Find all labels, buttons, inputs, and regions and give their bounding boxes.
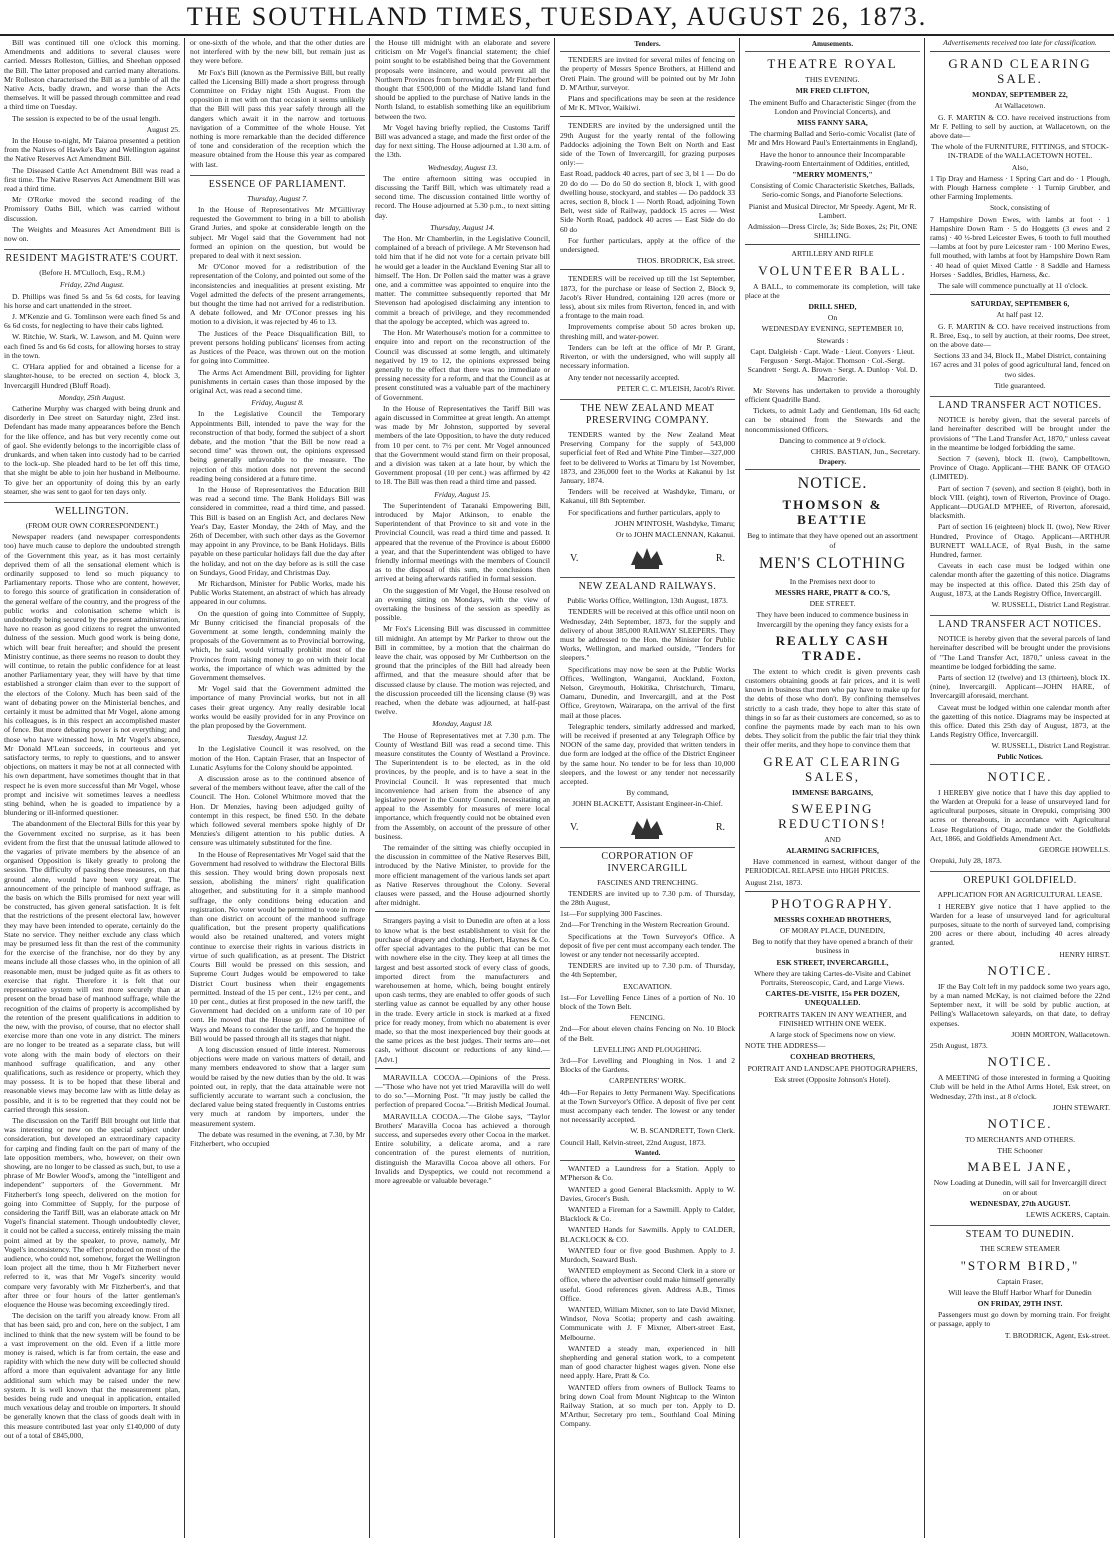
tender-ad: For further particulars, apply at the office of the undersigned. (560, 235, 735, 255)
section-subheading: FASCINES AND TRENCHING. (597, 877, 698, 887)
article-paragraph: Newspaper readers (and newspaper correspondents too) have much cause to deplore the undoubted strength of the Government this year, as it has most certainly deprived them of all the sensational element which is ordinarily supposed to lend so much piquancy to Parliamentary reports. Those who are content, however, to forego this source of gratification in consideration of the general welfare of the country, and the progress of the public works and colonisation scheme which is undoubtedly being secured by the present administration, have no reason as good citizens to regret the unwonted dulness of the session. Much good work is being done, which will bear fruit hereafter; and should the present Ministry continue, as there seems no reason to doubt they will continue, to retain the public confidence for at least another Parliamentary year, they will have by that time established a stronger claim than ever to the support of the electors of the Colony. Much has been said of the want of debating power on the Ministerial benches, and certainly it must be admitted that Mr Vogel, alone among his colleagues, is in this respect an accomplished master of fence. But more debating power is not everything; and those who have witnessed how, in Mr Vogel's absence, Mr Donald M'Lean succeeds, in courteous and yet satisfactory terms, to reply to questions, and to answer objections, on matters it may be not at all connected with his own department, have sometimes thought that in that respect he is even more successful than Mr Vogel, whose prompt and incisive wit sometimes leaves a needless sting behind, when he is goaded to impatience by a blundering or ill-informed questioner. (4, 532, 180, 818)
dateline: 25th August, 1873. (930, 1041, 988, 1051)
tender-subheading: CARPENTERS' WORK. (609, 1076, 686, 1086)
column-4 (556, 38, 740, 1538)
ad-line: They have been induced to commence business in Invercargill by the opening they fancy exists for a (756, 610, 909, 629)
ad-line: Also, (1011, 162, 1029, 172)
royal-crest (570, 545, 725, 571)
section-subheading: (Before H. M'Culloch, Esq., R.M.) (39, 268, 145, 278)
ad-line: Pianist and Musical Director, Mr Speedy. Agent, Mr R. Lambert. (748, 201, 917, 220)
ad-headline: TO MERCHANTS AND OTHERS. (965, 1135, 1075, 1145)
notice-title: NOTICE. (987, 768, 1053, 784)
ad-line: In the Premises next door to (789, 576, 876, 586)
article-paragraph: In the House of Representatives the Education Bill was read a second time. The Bank Holidays Bill was considered in committee, read a third time, and passed. This Bill is based on an English Act, and declares New Year's Day, Easter Monday, the 24th of May, and the 26th of December, with such other days as the Governor may appoint in any Province, to be Bank Holidays. Bills payable on these particular holidays fall due the day after the holiday, and not on the day before as is still the case on Sundays, Good Friday, and Christmas Day. (190, 484, 365, 577)
tender-ad: Plans and specifications may be seen at the residence of Mr K. M'Ivor, Waikiwi. (560, 94, 735, 113)
tender-list: East Road, paddock 40 acres, part of sec 3, bl 1 — Do do 20 do do — Do do 50 do section 8, block 1, with good dwelling house, stockyard, and stables — Do paddock 33 acres, section 8, block 1 — North Road, adjoining Town Belt, west side of Railway, paddock 15 acres — West Side North Road, paddock 40 acres — East Side do do 60 do (560, 169, 735, 234)
article-paragraph: Mr Fox's Bill (known as the Permissive Bill, but really called the Licensing Bill) made a short progress through Committee on Friday night 15th August. From the opposition it met with on that occasion it seems unlikely that the Bill will pass this year safely through all the dangers which await it in the narrow and tortuous navigation of a Committee of the whole House. Yet nothing is more remarkable than the decided difference of tone and consideration of the reception which the measure obtained from the House this year as compared with last. (190, 67, 365, 169)
ad-headline: GREAT CLEARING SALES, (763, 753, 902, 784)
ad-line: Beg to notify that they have opened a branch of their business in (752, 937, 913, 956)
tender-ad: TENDERS will be received up till the 1st September, 1873, for the purchase or lease of Section 2, Block 9, Jacob's River Hundred, containing 120 acres (more or less), about six miles from Riverton, fenced in, and with a frontage to the main road. (560, 274, 735, 321)
article-paragraph: The Arms Act Amendment Bill, providing for lighter punishments in certain cases than those imposed by the original Act, was read a second time. (190, 367, 365, 395)
legal-notice: NOTICE is hereby given that the several parcels of land hereinafter described will be brought under the provisions of "The Land Transfer Act, 1870," unless caveat in the meantime be lodged forbidding the same. (930, 634, 1110, 671)
article-paragraph: the House till midnight with an elaborate and severe criticism on Mr Vogel's financial statement; the chief point sought to be established being that the Government proposals were insincere, and would prevent all the Northern Provinces from borrowing at all. Mr Fitzherbert thought that £500,000 of the Middle Island land fund should be applied to the purchase of Native lands in the North Island, to establish something like an equilibrium between the two. (375, 38, 550, 121)
section-heading: Advertisements received too late for classification. (943, 38, 1097, 47)
tender-subheading: LEVELLING AND PLOUGHING. (593, 1044, 702, 1054)
article-paragraph: In the Legislative Council the Temporary Appointments Bill, intended to pave the way for the reconstruction of that body, formed the subject of a short debate, and the motion "that the Bill be now read a second time" was thrown out, the opinions expressed being generally unfavorable to the measure. The rejection of this motion does not prevent the second reading being considered at a future time. (190, 409, 365, 483)
crest-letter-r: R. (715, 552, 725, 564)
ad-line: Passengers must go down by morning train. For freight or passage, apply to (930, 1310, 1110, 1329)
article-paragraph: In the House of Representatives Mr Vogel said that the Government had resolved to withdraw the Electoral Bills this session. They would bring down proposals next session, abolishing the miners' right qualification altogether, and substituting for it a simple manhood suffrage, the only conditions being education and registration. No voter would be permitted to vote in more than one district on account of the manhood suffrage qualification, but the present property qualifications would also be retained unaltered, and voters might continue to exercise their rights in various districts in virtue of such qualification, as at present. The District Courts Bill would be pressed on this session, and Supreme Court Judges would be empowered to take District Court business when their engagements permitted. Instead of the 15 per cent., 12½ per cent., and 10 per cent., duties at first proposed in the new tariff, the Government had decided on a uniform rate of 10 per cent. He moved that the House go into Committee of Ways and Means to consider the tariff, and he hoped the Bill would be passed through all its stages that night. (190, 849, 365, 1043)
ad-line: Title guaranteed. (994, 380, 1046, 390)
section-heading: RESIDENT MAGISTRATE'S COURT. (4, 249, 180, 265)
tender-ad: TENDERS will be received at this office until noon on Wednesday, 24th September, 1873, for the supply and delivery of about 385,000 RAILWAY SLEEPERS. They must be addressed to the Hon. the Minister for Public Works, Wellington, and marked outside, "Tenders for sleepers." (560, 607, 735, 663)
legal-notice: Caveat must be lodged within one calendar month after the gazetting of this notice. Diagrams may be inspected at this office. Dated this 25th day of August, 1873, at the Lands Registry Office, Invercargill. (930, 702, 1110, 740)
signature: W. B. SCANDRETT, Town Clerk. (630, 1126, 735, 1136)
signature: W. RUSSELL, District Land Registrar. (991, 599, 1110, 609)
dateline: Friday, August 15. (434, 489, 491, 499)
section-heading: STEAM TO DUNEDIN. (930, 1225, 1110, 1241)
ship-name: MABEL JANE, (967, 1159, 1073, 1175)
article-paragraph: The entire afternoon sitting was occupied in discussing the Tariff Bill, which was ultimately read a second time. The discussion contained little worthy of record. The House adjourned at 5.30 p.m., to next sitting day. (375, 173, 550, 220)
tender-ad: Specifications may now be seen at the Public Works Offices, Wellington, Wanganui, Auckland, Foxton, Nelson, Greymouth, Hokitika, Christchurch, Timaru, Oamaru, Dunedin, and Invercargill, and at the Post Office, Greytown, Wairarapa, on the arrival of the first mail at those places. (560, 664, 735, 720)
article-paragraph: Bill was continued till one o'clock this morning. Amendments and additions to several clauses were carried. Messrs Rolleston, Gillies, and Sheehan opposed the Bill. The latter proposed and carried many alterations. Mr Rolleston characterised the Bill as a jumble of all the Native Acts, badly drawn, and worse than the Acts themselves. It will be passed through committee and read a third time on Tuesday. (4, 38, 180, 112)
ad-line: AND (824, 834, 841, 844)
signature: T. BRODRICK, Agent, Esk-street. (1004, 1330, 1110, 1340)
ad-headline: SATURDAY, SEPTEMBER 6, (970, 299, 1070, 309)
ad-headline: REALLY CASH TRADE. (775, 632, 890, 663)
ad-line: ESK STREET, INVERCARGILL, (776, 957, 889, 967)
signature: LEWIS ACKERS, Captain. (1026, 1210, 1110, 1220)
ad-line: The sale will commence punctually at 11 o'clock. (938, 281, 1088, 291)
article-paragraph: In the Legislative Council it was resolved, on the motion of the Hon. Captain Fraser, that an Inspector of Lunatic Asylums for the Colony should be appointed. (190, 744, 365, 772)
ad-line: OF MORAY PLACE, DUNEDIN, (779, 925, 886, 935)
address: Council Hall, Kelvin-street, 22nd August, 1873. (560, 1137, 706, 1147)
tender-ad: Tenders can be left at the office of Mr P. Grant, Riverton, or with the undersigned, who will supply all necessary information. (560, 342, 735, 371)
section-subheading: (FROM OUR OWN CORRESPONDENT.) (25, 520, 159, 530)
legal-notice: Part of section 16 (eighteen) block II. (two), New River Hundred, Province of Otago. Applicant—ARTHUR BURNETT WALLACE, of Ryal Bush, in the same Hundred, farmer. (930, 522, 1110, 559)
wanted-ad: WANTED a Laundress for a Station. Apply to M'Pherson & Co. (560, 1164, 735, 1183)
ad-line: Sections 33 and 34, Block II., Mabel District, containing 167 acres and 31 poles of good agricultural land, fenced on two sides. (930, 351, 1110, 379)
ad-line: Mr Stevens has undertaken to provide a thoroughly efficient Quadrille Band. (745, 385, 920, 404)
wanted-ad: WANTED four or five good Bushmen. Apply to J. Murdoch, Seaward Bush. (560, 1245, 735, 1264)
article-paragraph: or one-sixth of the whole, and that the other duties are not interfered with by the new bill, but remain just as they were before. (190, 38, 365, 66)
performer-name: MR FRED CLIFTON, (795, 86, 870, 96)
signature: Or to JOHN MACLENNAN, Kakanui. (616, 529, 735, 539)
section-subheading: APPLICATION FOR AN AGRICULTURAL LEASE. (937, 890, 1103, 900)
ad-headline: IMMENSE BARGAINS, (791, 787, 873, 797)
article-paragraph: The Diseased Cattle Act Amendment Bill was read a first time. The Native Reserves Act Amendment Bill was read a third time. (4, 165, 180, 194)
ship-name: "STORM BIRD," (960, 1257, 1080, 1273)
section-heading: LAND TRANSFER ACT NOTICES. (930, 396, 1110, 412)
ad-line: A BALL, to commemorate its completion, will take place at the (745, 281, 920, 300)
divider (745, 244, 920, 245)
article-paragraph: The Superintendent of Taranaki Empowering Bill, introduced by Major Atkinson, to enable the Superintendent of that Province to sit and vote in the Provincial Council, was read a third time and passed. It appeared that the revenue of the Province is about £6000 a year, and that the Superintendent was obliged to have friendly informal meetings with the members of Council as to the disposal of this sum, the conclusions then arrived at being afterwards ratified in formal session. (375, 500, 550, 584)
ad-line: Stewards : (816, 335, 849, 345)
legal-notice: IF the Bay Colt left in my paddock some two years ago, by a man named McKay, is not claimed before the 22nd September next, it will be sold by public auction, at Pelling's Wallacetown saleyards, on that date, to defray expenses. (930, 981, 1110, 1028)
tender-ad: TENDERS are invited up to 7.30 p.m. of Thursday, the 28th August, (560, 888, 735, 908)
ad-line: THIS EVENING. (805, 75, 860, 85)
wanted-ad: WANTED a good General Blacksmith. Apply to W. Davies, Grocer's Bush. (560, 1184, 735, 1203)
wanted-ad: WANTED employment as Second Clerk in a store or office, where the advertiser could make himself generally useful. Good references given. Address A.B., Times Office. (560, 1266, 735, 1303)
ad-line: THE Schooner (997, 1146, 1043, 1156)
ad-headline: SWEEPING REDUCTIONS! (778, 800, 887, 831)
court-item: J. M'Kenzie and G. Tomlinson were each fined 5s and 6s 6d costs, for neglecting to have their cabs lighted. (4, 312, 180, 331)
wanted-ad: WANTED offers from owners of Bullock Teams to bring down Coal from Mount Nightcap to the Winton Railway Station, at so much per ton. Apply to D. M'Arthur, Secretary pro tem., Southland Coal Mining Company. (560, 1382, 735, 1429)
section-heading: Drapery. (745, 458, 920, 470)
section-heading: Tenders. (560, 40, 735, 52)
signature: JOHN STEWART. (1052, 1102, 1110, 1112)
notice-title: NOTICE. (797, 475, 868, 493)
tender-item: 1st—For supplying 300 Fascines. (560, 909, 663, 919)
ad-line: PORTRAITS TAKEN IN ANY WEATHER, and FINISHED WITHIN ONE WEEK. (758, 1009, 907, 1028)
tender-ad: TENDERS are invited up to 7.30 p.m. of Thursday, the 4th September, (560, 961, 735, 980)
ad-line: The charming Ballad and Serio-comic Vocalist (late of Mr and Mrs Howard Paul's Entertainments in England), (747, 129, 918, 148)
ad-line: PORTRAIT AND LANDSCAPE PHOTOGRAPHERS, (747, 1063, 918, 1073)
ad-line: Captain Fraser, (996, 1276, 1044, 1286)
divider (930, 294, 1110, 295)
dateline: Monday, 25th August. (58, 392, 126, 402)
section-heading: ESSENCE OF PARLIAMENT. (190, 175, 365, 191)
tender-ad: Any tender not necessarily accepted. (568, 372, 680, 382)
dateline: Orepuki, July 28, 1873. (930, 856, 1002, 866)
ad-line: Stock, consisting of (989, 203, 1051, 213)
royal-arms-icon (627, 545, 667, 571)
ad-line: Tickets, to admit Lady and Gentleman, 10s 6d each; can be obtained from the Stewards and the noncommissioned Officers. (745, 406, 920, 434)
article-paragraph: The decision on the tariff you already know. From all that has been said, pro and con, here on the subject, I am inclined to think that the new system will be found to be a vast improvement on the old. Even if a little more money is raised, which is far from certain, the ease and rapidity with which the new duty will be collected should afford a more than equivalent advantage for any little additional sum which may be raised under the new system. It is well known that the measurement plan, besides being rude and unequal in application, entailed much vexatious delay and trouble on importers. It should be generally known that the class of goods dealt with in this measure contributed last year only £140,000 of duty out of a total of £845,000, (4, 1311, 180, 1440)
dateline: Friday, August 8. (251, 398, 304, 408)
ad-line: ARTILLERY AND RIFLE (791, 249, 874, 259)
tender-item: 2nd—For about eleven chains Fencing on No. 10 Block of the Belt. (560, 1024, 735, 1043)
ad-line: The extent to which credit is given prevents cash customers obtaining goods at fair prices, and it is well known in business that men who pay have to make up for the debts of those who don't. By confining themselves strictly to a cash trade, they hope to alter this state of things in so far as their customers are concerned, so as to confine the payments made by each man to his own debts. They solicit from the public the fair trial they think their offer merits, and they hope to convince them that (745, 666, 920, 750)
ad-line: DEE STREET. (809, 599, 856, 609)
ad-headline: PHOTOGRAPHY. (771, 895, 894, 911)
article-paragraph: The Hon. Mr Chamberlin, in the Legislative Council, complained of a breach of privilege. A Mr Stevenson had told him that if he did not vote for a certain private bill he would get a leader in the Auckland Evening Star all to himself. The Hon. Dr Pollen said the matter was a grave one, and a committee was appointed to enquire into the matter. The committee subsequently reported that Mr Stevenson had apologised disclaiming any intention to commit a breach of privilege, and they recommended that the apology be accepted, which was agreed to. (375, 234, 550, 326)
signature: W. RUSSELL, District Land Registrar. (991, 741, 1110, 751)
article-paragraph: The abandonment of the Electoral Bills for this year by the Government excited no surprise, as it has been evident from the first that the unusual latitude allowed to the vagaries of private members by the absence of an organised Opposition is likely greatly to prolong the session. The difficulty of passing these measures, on that ground alone, would have been very great. The announcement of the principle of manhood suffrage, as the basis on which the Bills promised for next year will be constructed, has given general satisfaction. It is felt that the restrictions of the present electoral law, however they may have been intended to operate, certainly do the State no service. They neither exclude any class which may be presumed less fit than the rest of the community for the exercise of the franchise, nor do they by any means include all those classes who, in the opinion of all reasonable men, must be judged quite as fit as others to exercise that right. Therefore it is felt that our representative system will rest more securely than at present on the broad base of manhood suffrage, while the recognition of the claims of property is accomplished by the retention of the present qualifications in addition to the new, with the proviso, of course, that no elector shall exercise more than one vote in any district. The miners are no longer to be treated as a separate class, but will vote along with the main body of electors on their manhood suffrage qualification, and any other qualifications, such as residence or property, which they may possess. It is to be hoped that these liberal and reasonable views may become law with as little delay as possible, and it is to be regretted that they could not be carried through this session. (4, 819, 180, 1114)
article-paragraph: The Justices of the Peace Disqualification Bill, to prevent persons holding publicans' licenses from acting as Justices of the Peace, was thrown out on the motion for going into Committee. (190, 328, 365, 366)
advertisement-text: MARAVILLA COCOA.—Opinions of the Press.—"Those who have not yet tried Maravilla will do well to do so."—Morning Post. "It may justly be called the perfection of prepared Cocoa."—British Medical Journal. (375, 1072, 550, 1110)
column-1 (0, 38, 185, 1538)
royal-arms-icon (627, 815, 667, 841)
article-paragraph: The discussion on the Tariff Bill brought out little that was interesting or new on the special subject under consideration, but developed an extraordinary capacity for carping and finding fault on the part of many of the late opposition members, who, however, on their own showing, are no longer to be classed as such, but, to use a phrase of Mr Bowler Wood's, among the "intelligent and independent" supporters of the Government. Mr Fitzherbert's long speech, delivered on the motion for going into Committee of Supply, for the purpose of considering the Tariff Bill, was an elaborate attack on Mr Vogel's financial statement. Though undoubtedly clever, it could not be called a success, entirely missing the main point aimed at by the speaker, to prove, namely, Mr Vogel's inconsistency. The effect produced on most of the audience, who could not, somehow, forget the Wellington loan project all the time, thou h Mr Fitzherbert never referred to it, was that Mr Vogel's sincerity would compare very favorably with Mr Fitzherbert's, and that after three or four hours of the latter gentleman's eloquence the House was becoming exceedingly tired. (4, 1115, 180, 1309)
tender-ad: For specifications and further particulars, apply to (568, 507, 721, 517)
column-5 (741, 38, 925, 1538)
signature: JOHN MORTON, Wallacetown. (1011, 1029, 1110, 1039)
ad-line: Have commenced in earnest, without danger of the PERIODICAL RELAPSE into HIGH PRICES. (745, 857, 920, 876)
ad-line: WEDNESDAY, 27th AUGUST. (969, 1198, 1071, 1208)
ad-line: At Wallacetown. (994, 101, 1046, 111)
ad-headline: GRAND CLEARING SALE. (948, 56, 1092, 87)
ad-line: Dancing to commence at 9 o'clock. (779, 435, 886, 445)
advertisement-text: MARAVILLA COCOA.—The Globe says, "Taylor Brothers' Maravilla Cocoa has achieved a thorough success, and supersedes every other Cocoa in the market. Entire solubility, a delicate aroma, and a rare concentration of the purest elements of nutrition, distinguish the Maravilla Cocoa above all others. For Invalids and Dyspeptics, we could not recommend a more agreeable or valuable beverage." (375, 1111, 550, 1185)
ad-line: At half past 12. (996, 310, 1044, 320)
ad-line: Consisting of Comic Characteristic Sketches, Ballads, Serio-comic Songs, and Pianoforte Selections. (750, 181, 915, 200)
ad-line: MONDAY, SEPTEMBER 22, (972, 90, 1068, 100)
ad-headline: ALARMING SACRIFICES, (786, 845, 879, 855)
tender-item: 3rd—For Levelling and Ploughing in Nos. 1 and 2 Blocks of the Gardens. (560, 1056, 735, 1075)
divider (745, 891, 920, 892)
tender-ad: TENDERS are invited for several miles of fencing on the property of Messrs Spence Brothers, at Hillend and Oreti Plain. The ground will be pointed out by Mr John D. M'Arthur, surveyor. (560, 55, 735, 92)
ad-line: On (827, 313, 838, 323)
tender-ad: TENDERS are invited by the undersigned until the 29th August for the yearly rental of the following Paddocks adjoining the Town Belt on North and East side of the Town of Invercargill, for grazing purposes only:— (560, 121, 735, 168)
column-2 (186, 38, 370, 1538)
article-paragraph: Mr O'Conor moved for a redistribution of the representation of the Colony, and pointed out some of the inconsistencies and inequalities at present existing. Mr Vogel admitted the defects of the present arrangements, but thought the time had not arrived for a redistribution. A debate followed, and Mr O'Conor presses ing his motion to a division, it was rejected by 46 to 13. (190, 262, 365, 327)
divider (560, 116, 735, 117)
tender-item: 4th—For Repairs to Jetty Permanent Way. Specifications at the Town Surveyor's Office. A deposit of five per cent must accompany each tender. The lowest or any tender not necessarily accepted. (560, 1087, 735, 1125)
divider (930, 51, 1110, 52)
tender-ad: Tenders will be received at Washdyke, Timaru, or Kakanui, till 8th September. (560, 487, 735, 506)
section-heading: CORPORATION OF INVERCARGILL (560, 847, 735, 875)
ad-line: MESSRS HARE, PRATT & CO.'S, (775, 587, 890, 597)
tender-ad: TENDERS wanted by the New Zealand Meat Preserving Company for the supply of 543,000 superficial feet of Red and White Pine Timber—327,000 feet to be delivered to Works at Timaru by 1st November, 1873, and 236,000 feet to the Works at Kakanui by 1st January, 1874. (560, 429, 735, 485)
signature: HENRY HIRST. (1059, 949, 1110, 959)
signature: By command, (626, 788, 669, 798)
court-item: C. O'Hara applied for and obtained a license for a slaughter-house, to be erected on section 4, block 3, Invercargill Hundred (Bluff Road). (4, 362, 180, 390)
notice-title: NOTICE. (987, 1116, 1053, 1132)
legal-notice: Section 7 (seven), block II. (two), Campbelltown, Province of Otago. Applicant—THE BANK OF OTAGO (LIMITED). (930, 453, 1110, 482)
legal-notice: NOTICE is hereby given, that the several parcels of land hereinafter described will be brought under the provisions of "The Land Transfer Act, 1870," unless caveat in the meantime be lodged forbidding the same. (930, 415, 1110, 452)
ad-line: Have the honor to announce their Incomparable Drawing-room Entertainment of Oddities, entitled, (755, 149, 910, 168)
section-heading: THE NEW ZEALAND MEAT PRESERVING COMPANY. (560, 399, 735, 427)
tender-item: 2nd—For Trenching in the Western Recreation Ground. (560, 920, 730, 930)
article-paragraph: A long discussion ensued of little interest. Numerous objections were made on various matters of detail, and many members endeavored to show that a larger sum would be raised by the new duties than by the old. It was pointed out, in reply, that the data attainable were not sufficiently accurate to warrant such a conclusion, the declared value being stated frequently in Customs entries very much at random by importers, under the measurement system. (190, 1044, 365, 1128)
performer-name: MISS FANNY SARA, (797, 118, 868, 128)
article-paragraph: The Hon. Mr Waterhouse's motion for a committee to enquire into and report on the reconstruction of the Council was discussed at some length, and ultimately negatived by 19 to 12, the opinions expressed being generally to the effect that there was no immediate or pressing necessity for a reform, and that the Council as at present constituted was a valuable part of the machinery of Government. (375, 328, 550, 402)
dateline: Friday, 22nd August. (60, 280, 124, 290)
crest-letter-r: R. (715, 822, 725, 833)
royal-crest (570, 815, 725, 841)
article-paragraph: In the House to-night, Mr Taiaroa presented a petition from the Natives of Hawke's Bay and Wellington against the Native Reserves Act Amendment Bill. (4, 136, 180, 164)
article-paragraph: Mr Fox's Licensing Bill was discussed in committee till midnight. An attempt by Mr Parker to throw out the Bill in committee, by a motion that the chairman do leave the chair, was opposed by Mr Cuthbertson on the ground that the principles of the Bill had already been affirmed, and that the measure should after that be discussed clause by clause. The motion was rejected, and the discussion proceeded till the licensing clause (9) was reached, when the debate was adjourned, at half-past twelve. (375, 624, 550, 717)
article-paragraph: On the suggestion of Mr Vogel, the House resolved on an evening sitting on Mondays, with the view of overtaking the business of the session as speedily as possible. (375, 585, 550, 623)
masthead-title: THE SOUTHLAND TIMES, TUESDAY, AUGUST 26, 1873. (186, 2, 928, 31)
ad-line: ON FRIDAY, 29TH INST. (977, 1298, 1063, 1308)
wanted-ad: WANTED a Fireman for a Sawmill. Apply to Calder, Blacklock & Co. (560, 1204, 735, 1224)
article-paragraph: In the House of Representatives Mr M'Gillivray requested the Government to bring in a bill to abolish Grand Juries, and spoke at considerable length on the subject. Mr Vogel said that the Government had not formed an opinion on the question, but would be prepared to deal with it next session. (190, 205, 365, 261)
signature: PETER C. C. M'LEISH, Jacob's River. (616, 383, 735, 393)
ad-line: G. F. MARTIN & CO. have received instructions from R. Bree, Esq., to sell by auction, at their rooms, Dee street, on the above date— (930, 321, 1110, 350)
ball-title: VOLUNTEER BALL. (758, 262, 907, 278)
masthead (0, 0, 1114, 36)
show-title: "MERRY MOMENTS," (792, 170, 873, 180)
dateline: Public Works Office, Wellington, 13th August, 1873. (567, 596, 728, 606)
signature: CHRIS. BASTIAN, Jun., Secretary. (810, 446, 920, 456)
ad-line: Esk street (Opposite Johnson's Hotel). (774, 1074, 891, 1084)
article-paragraph: The debate was resumed in the evening, at 7.30, by Mr Fitzherbert, who occupied (190, 1129, 365, 1148)
article-paragraph: Mr Vogel said that the Government admitted the importance of many Provincial works, but not in all cases their great urgency. Any really desirable local works would be easily provided for in any Province on the plan proposed by the Government. (190, 684, 365, 731)
article-paragraph: The Weights and Measures Act Amendment Bill is now on. (4, 224, 180, 244)
ad-line: The eminent Buffo and Characteristic Singer (from the London and Provincial Concerts), and (749, 97, 916, 116)
signature: THOS. BRODRICK, Esk street. (636, 256, 735, 266)
ad-line: THE SCREW STEAMER (979, 1244, 1061, 1254)
legal-notice: A MEETING of those interested in forming a Quoiting Club will be held in the Athol Arms Hotel, Esk street, on Wednesday, 27th inst., at 8 o'clock. (930, 1073, 1110, 1101)
signature: JOHN BLACKETT, Assistant Engineer-in-Chief. (572, 799, 723, 809)
article-paragraph: A discussion arose as to the continued absence of several of the members without leave, after the call of the Council. The Hon. Colonel Whitmore moved that the Hon. Dr Menzies, having been adjudged guilty of contempt in this respect, be fined £50. In the debate which followed several members spoke highly of Dr Menzies's diligent attention to his public duties. A censure was ultimately substituted for the fine. (190, 774, 365, 848)
article-paragraph: In the House of Representatives the Tariff Bill was again discussed in Committee at great length. An attempt was made by Mr Johnston, supported by several members of the late Opposition, to have the duty reduced from 10 per cent. to 7½ per cent. Mr Vogel announced that the Government would stand firm on their proposal, and a division was taken at a late hour, by which the Government proposal (10 per cent.) was affirmed by 42 to 18. The Bill was then read a third time and passed. (375, 403, 550, 487)
ad-line: Admission—Dress Circle, 3s; Side Boxes, 2s; Pit, ONE SHILLING. (747, 222, 918, 241)
notice-title: NOTICE. (987, 1054, 1053, 1070)
court-item: Catherine Murphy was charged with being drunk and disorderly in Dee street on Saturday night, 23rd inst. Defendant has made many appearances before the Bench for the like offence, and has but very recently come out of gaol. She evidently belongs to the incorrigible class of drunkards, and when taken into custody had to be carried to the lock-up. She pleaded hard to be let off this time, that she might be able to join her husband in Melbourne. To give her an opportunity of doing this by an early steamer, she was sent to gaol for ten days only. (4, 403, 180, 496)
column-6 (926, 38, 1114, 1538)
tender-subheading: EXCAVATION. (623, 981, 672, 991)
article-paragraph: Mr O'Rorke moved the second reading of the Promissory Oaths Bill, which was carried without discussion. (4, 195, 180, 223)
section-heading: LAND TRANSFER ACT NOTICES. (930, 615, 1110, 631)
article-paragraph: On the question of going into Committee of Supply, Mr Bunny criticised the financial proposals of the Government at some length, condemning mainly the proposals of the Government as to Provincial borrowing, which, he said, would virtually prohibit most of the Provinces from raising money to go on with their local works, the importance of which was admitted by the Government themselves. (190, 608, 365, 682)
legal-notice: I HEREBY give notice that I have this day applied to the Warden at Orepuki for a lease of unsurveyed land for agricultural purposes, situate in Orepuki, comprising 300 acres or thereabouts, in accordance with Agricultural Lease Regulations of Otago, made under the Goldfields Act, 1866, and Goldfields Amendment Act. (930, 787, 1110, 843)
ad-line: NOTE THE ADDRESS— (745, 1041, 826, 1051)
article-paragraph: Mr Richardson, Minister for Public Works, made his Public Works Statement, an abstract of which has already appeared in our columns. (190, 578, 365, 607)
legal-notice: Parts of section 12 (twelve) and 13 (thirteen), block IX. (nine), Invercargill. Applicant—JOHN HARE, of Invercargill aforesaid, merchant. (930, 672, 1110, 701)
dateline: Wednesday, August 13. (427, 162, 498, 172)
ad-line: Now Loading at Dunedin, will sail for Invercargill direct on or about (933, 1178, 1107, 1197)
section-heading: WELLINGTON. (4, 502, 180, 518)
ad-line: Where they are taking Cartes-de-Visite and Cabinet Portraits, Stereoscopic, Card, and Large Views. (754, 968, 911, 987)
tender-ad: Improvements comprise about 50 acres broken up, threshing mill, and water-power. (560, 322, 735, 341)
dateline: Tuesday, August 12. (247, 733, 308, 743)
court-item: D. Phillips was fined 5s and 5s 6d costs, for leaving his horse and cart unattended in the street. (4, 291, 180, 310)
dateline: Monday, August 18. (432, 719, 493, 729)
legal-notice: Part of section 7 (seven), and section 8 (eight), both in block VIII. (eight), town of Riverton, Province of Otago. Applicant—DUGALD M'PHEE, of Riverton, aforesaid, blacksmith. (930, 483, 1110, 521)
ad-line: The whole of the FURNITURE, FITTINGS, and STOCK-IN-TRADE of the WALLACETOWN HOTEL. (931, 142, 1109, 161)
dateline: August 25. (146, 124, 180, 134)
ad-headline: MEN'S CLOTHING (758, 554, 907, 572)
advertisement-text: Strangers paying a visit to Dunedin are often at a loss to know what is the best establishment to visit for the purchase of drapery and clothing. Herbert, Haynes & Co. offer special advantages to the public that can be met with nowhere else in the city. They keep at all times the largest and best assorted stock of every class of goods, imported direct from the manufacturers and warehousemen at home, which, being bought entirely upon cash terms, they are enabled to offer goods of such sterling value as cannot be equalled by any other house in the trade. Every article in stock is marked at a fixed price for ready money, from which no abatement is ever made, so that the most inexperienced buy their goods at the same prices as the best judges. Their terms are—net cash, without discount or reductions of any kind.—[Advt.] (375, 916, 550, 1064)
tender-ad: Specifications at the Town Surveyor's Office. A deposit of five per cent must accompany each tender. The lowest or any tender not necessarily accepted. (560, 931, 735, 960)
legal-notice: I HEREBY give notice that I have applied to the Warden for a lease of unsurveyed land for agricultural purposes, situate to the north of surveyed land, comprising 200 acres or there about, including 40 acres already granted. (930, 901, 1110, 948)
section-heading: OREPUKI GOLDFIELD. (930, 871, 1110, 887)
article-paragraph: The session is expected to be of the usual length. (12, 113, 161, 123)
firm-name: COXHEAD BROTHERS, (790, 1052, 875, 1062)
tender-ad: Telegraphic tenders, similarly addressed and marked, will be received if presented at any Telegraph Office by NOON of the same day, provided that written tenders in due form are lodged at the office of the District Engineer by the same hour. No tender to be for less than 10,000 sleepers, and the lowest or any tender not necessarily accepted. (560, 721, 735, 786)
ad-line: 1 Tip Dray and Harness · 1 Spring Cart and do · 1 Plough, with Plough Harness complete · 1 Turnip Grubber, and other Farming Implements. (930, 173, 1110, 202)
tender-item: 1st—For Levelling Fence Lines of a portion of No. 10 block of the Town Belt. (560, 992, 735, 1012)
divider (560, 269, 735, 270)
dateline: Thursday, August 14. (430, 222, 495, 232)
dateline: August 21st, 1873. (745, 877, 803, 887)
wanted-ad: WANTED Hands for Sawmills. Apply to CALDER, BLACKLOCK & CO. (560, 1225, 735, 1244)
crest-letter-v: V. (570, 822, 579, 833)
section-heading: Amusements. (745, 40, 920, 52)
ad-line: G. F. MARTIN & CO. have received instructions from Mr F. Pelling to sell by auction, at Wallacetown, on the above date— (930, 112, 1110, 141)
section-heading: Wanted. (560, 1149, 735, 1161)
crest-letter-v: V. (570, 552, 579, 564)
ad-line: Will leave the Bluff Harbor Wharf for Dunedin (948, 1287, 1092, 1297)
notice-title: NOTICE. (987, 962, 1053, 978)
wanted-ad: WANTED a steady man, experienced in hill shepherding and general station work, to a competent man of good character highest wages given. None else need apply. Hare, Pratt & Co. (560, 1343, 735, 1381)
section-heading: NEW ZEALAND RAILWAYS. (560, 577, 735, 593)
article-paragraph: Mr Vogel having briefly replied, the Customs Tariff Bill was advanced a stage, and made the first order of the day for next sitting. The House adjourned at 1.30 a.m. of the 13th. (375, 122, 550, 160)
section-heading: Public Notices. (930, 753, 1110, 765)
article-paragraph: The House of Representatives met at 7.30 p.m. The County of Westland Bill was read a second time. This measure constitutes the County of Westland a Province. The Superintendent is to be elected, as in the old provinces, by the people, and is to have a seat in the Provincial Council. It was represented that much inconvenience had arisen from the absence of any legislative power in the County Council, necessitating an appeal to the Assembly for measures of mere local importance, which frequently could not be obtained even from the Assembly, on account of the pressure of other business. (375, 730, 550, 841)
ad-line: Beg to intimate that they have opened out an assortment of (747, 531, 918, 550)
legal-notice: Caveats in each case must be lodged within one calendar month after the gazetting of this notice. Diagrams may be inspected at this office. Dated this 25th day of August, 1873, at the Lands Registry Office, Invercargill. (930, 561, 1110, 598)
divider (375, 911, 550, 912)
tender-subheading: FENCING. (630, 1013, 665, 1023)
firm-name: THOMSON & BEATTIE (782, 497, 883, 528)
court-item: W. Ritchie, W. Stark, W. Lawson, and M. Quinn were each fined 5s and 6s 6d costs, for allowing horses to stray in the town. (4, 332, 180, 360)
signature: GEORGE HOWELLS. (1039, 845, 1110, 855)
ad-line: DRILL SHED, (808, 302, 857, 312)
firm-name: MESSRS COXHEAD BROTHERS, (773, 914, 892, 924)
ad-line: A large stock of Specimens now on view. (769, 1030, 896, 1040)
ad-line: Capt. Dalgleish · Capt. Wade · Lieut. Conyers · Lieut. Ferguson · Sergt.-Major. Thomson · Col.-Sergt. Scandrett · Sergt. A. Brown · Sergt. A. Dunlop · Vol. D. Macrorie. (747, 346, 918, 384)
dateline: Thursday, August 7. (247, 193, 308, 203)
theatre-title: THEATRE ROYAL (767, 56, 898, 72)
ad-line: CARTES-DE-VISITE, 15s PER DOZEN, UNEQUALLED. (765, 989, 900, 1008)
signature: JOHN M'INTOSH, Washdyke, Timaru; (614, 518, 735, 528)
ad-line: 7 Hampshire Down Ewes, with lambs at foot · 1 Hampshire Down Ram · 5 do Hoggetts (3 ewes and 2 rams) · 40 ½-bred Leicester Ewes, 6 tooth to full mouthed—lambs at foot by pure Leicester ram · 100 Merino Ewes, full mouthed, with lambs at foot by Hampshire Down Ram · 40 head of quiet Mixed Cattle · 8 Saddle and Harness Horses · Saddles, Bridles, Harness, &c. (930, 214, 1110, 279)
wanted-ad: WANTED, William Mixner, son to late David Mixner, Windsor, Nova Scotia; property and cash awaiting. Communicate with J. F Mixner, Albert-street East, Melbourne. (560, 1304, 735, 1342)
divider (375, 1068, 550, 1069)
ad-line: WEDNESDAY EVENING, SEPTEMBER 10, (761, 324, 904, 334)
article-paragraph: The remainder of the sitting was chiefly occupied in the discussion in committee of the Native Reserves Bill, introduced by the Native Minister, to provide for the more efficient management of the various lands set apart as Native Reserves throughout the Colony. Several clauses were passed, and the House adjourned shortly after midnight. (375, 843, 550, 908)
column-3 (371, 38, 555, 1538)
